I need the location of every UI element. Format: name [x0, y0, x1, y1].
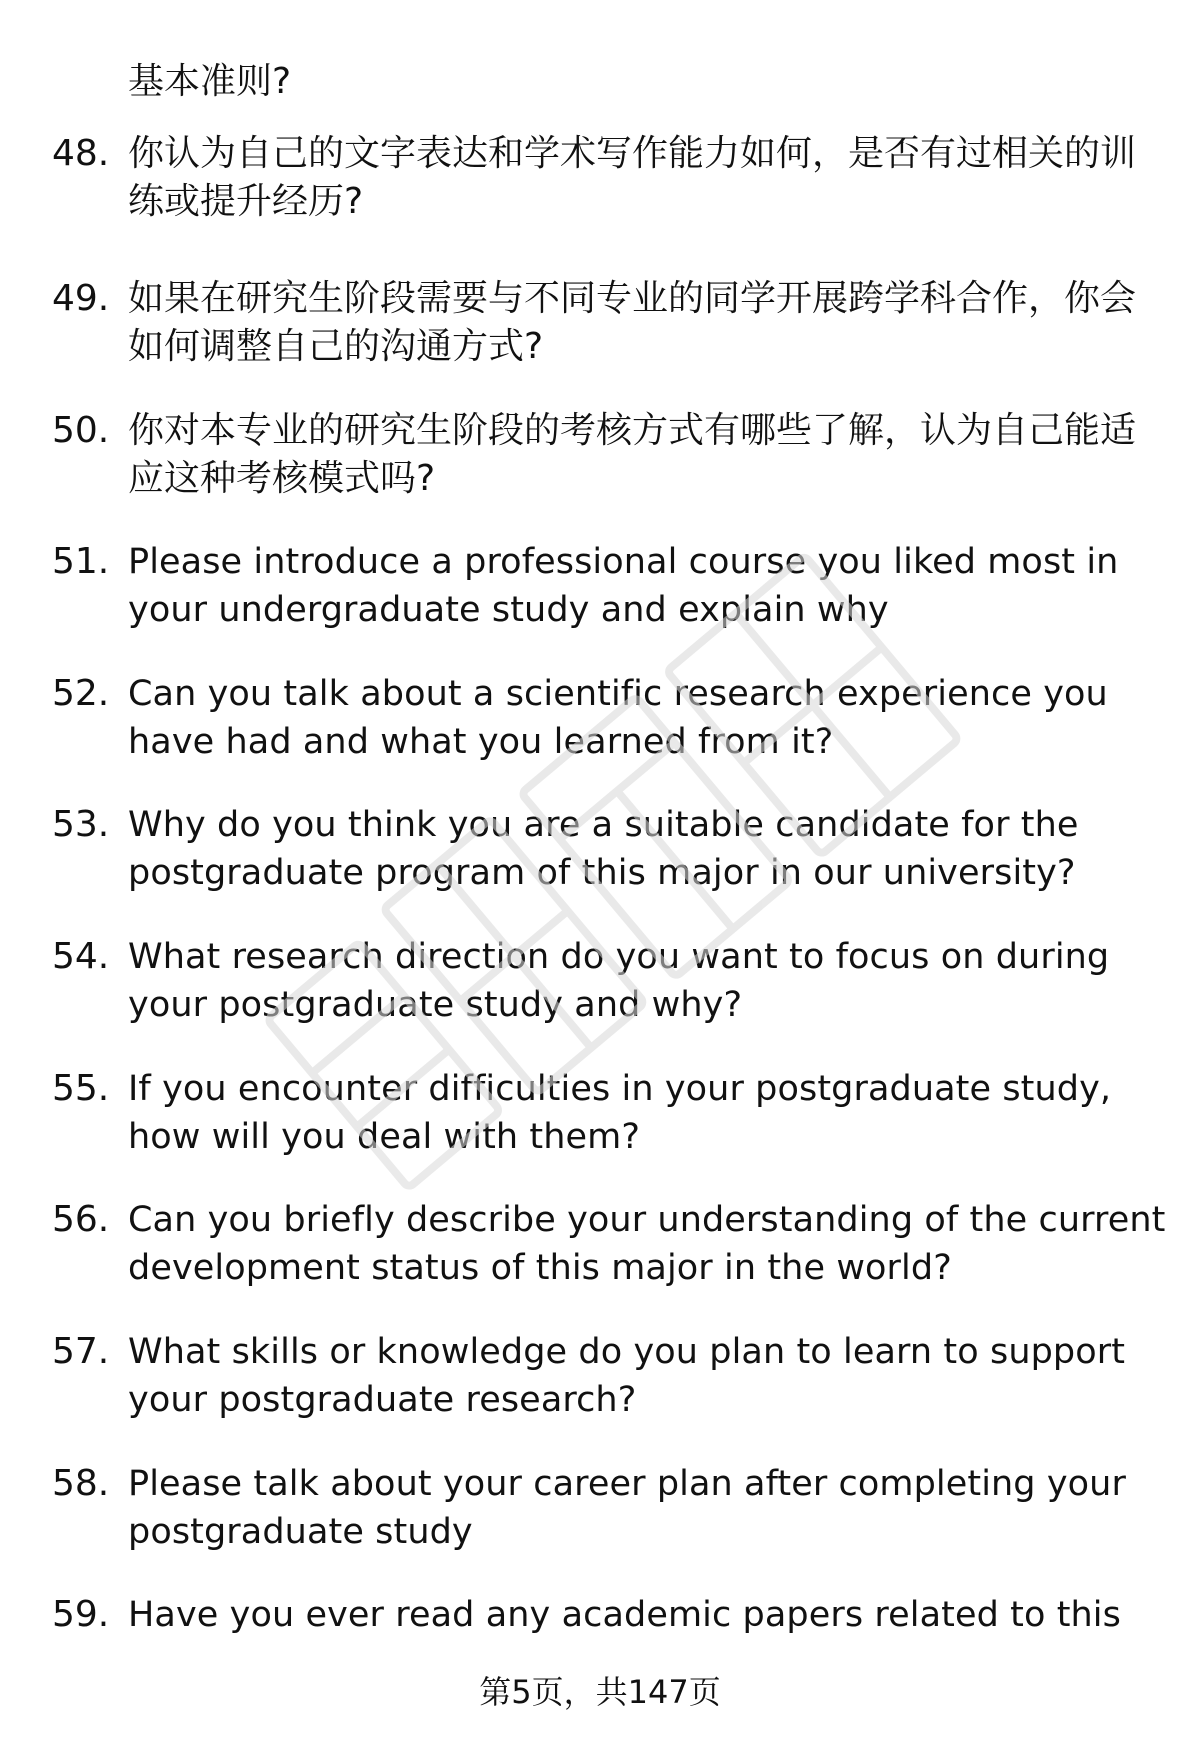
question-number: 56. [52, 1199, 110, 1240]
question-text [128, 670, 1148, 766]
page-footer: 第5页，共147页 [479, 1673, 721, 1711]
question-number: 54. [52, 936, 110, 977]
question-text [128, 1591, 1148, 1639]
question-number: 52. [52, 673, 110, 714]
question-line: have had and what you learned from it? [128, 722, 834, 762]
question-text [128, 275, 1148, 371]
question-line: your undergraduate study and explain why [128, 590, 889, 630]
question-text [128, 407, 1148, 503]
question-line: your postgraduate study and why? [128, 985, 743, 1025]
question-line: Why do you think you are a suitable candidate for the [128, 805, 1079, 845]
question-text [128, 130, 1148, 226]
question-line: Please talk about your career plan after completing your [128, 1464, 1126, 1504]
question-line: postgraduate program of this major in our university? [128, 853, 1076, 893]
question-number: 51. [52, 541, 110, 582]
question-line: your postgraduate research? [128, 1380, 637, 1420]
question-text [128, 1460, 1148, 1556]
question-line: Can you briefly describe your understanding of the current [128, 1200, 1166, 1240]
question-text [128, 801, 1148, 897]
question-number: 53. [52, 804, 110, 845]
question-line: Please introduce a professional course you liked most in [128, 542, 1119, 582]
question-line: What research direction do you want to focus on during [128, 937, 1110, 977]
question-line: If you encounter difficulties in your postgraduate study, [128, 1069, 1112, 1109]
question-text [128, 1328, 1148, 1424]
question-number: 58. [52, 1463, 110, 1504]
question-line: 应这种考核模式吗? [128, 458, 436, 499]
continuation-text: 基本准则? [128, 61, 292, 102]
question-number: 50. [52, 410, 110, 451]
question-line: 你对本专业的研究生阶段的考核方式有哪些了解，认为自己能适 [128, 410, 1137, 451]
question-text [128, 538, 1148, 634]
question-text [128, 933, 1148, 1029]
question-line: Have you ever read any academic papers related to this [128, 1595, 1121, 1635]
question-text [128, 1065, 1148, 1161]
question-line: postgraduate study [128, 1512, 473, 1552]
question-line: how will you deal with them? [128, 1117, 641, 1157]
question-line: development status of this major in the world? [128, 1248, 952, 1288]
question-number: 49. [52, 278, 110, 319]
question-line: 如何调整自己的沟通方式? [128, 326, 544, 367]
question-number: 57. [52, 1331, 110, 1372]
question-line: Can you talk about a scientific research experience you [128, 674, 1108, 714]
question-number: 55. [52, 1068, 110, 1109]
question-line: 如果在研究生阶段需要与不同专业的同学开展跨学科合作，你会 [128, 278, 1137, 319]
question-number: 48. [52, 133, 110, 174]
question-line: 你认为自己的文字表达和学术写作能力如何，是否有过相关的训 [128, 133, 1137, 174]
question-line: 练或提升经历? [128, 181, 364, 222]
question-line: What skills or knowledge do you plan to learn to support [128, 1332, 1126, 1372]
question-number: 59. [52, 1594, 110, 1635]
question-text [128, 1196, 1166, 1292]
